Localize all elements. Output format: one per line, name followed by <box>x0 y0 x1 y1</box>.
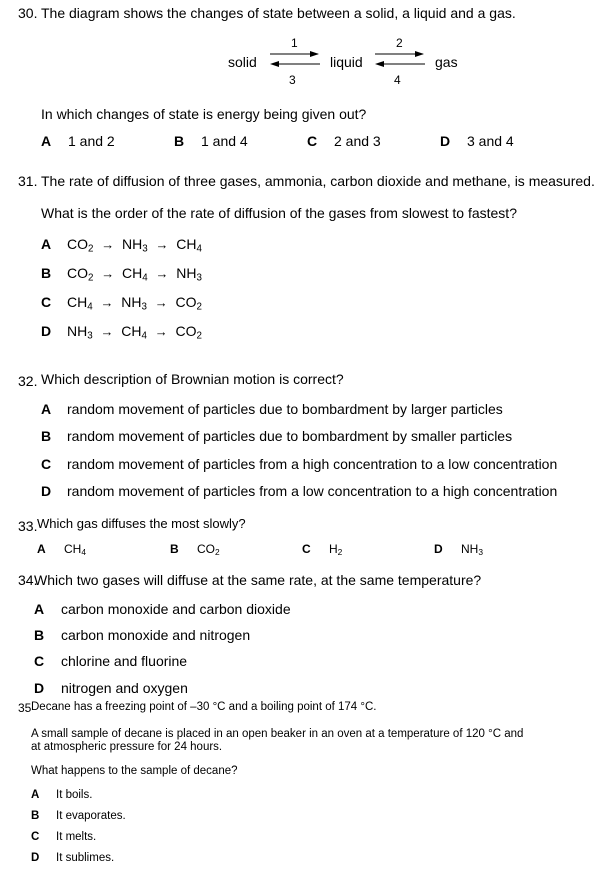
right-arrow-icon: → <box>154 324 168 339</box>
label-2: 2 <box>396 36 403 50</box>
option-text: 3 and 4 <box>467 133 514 149</box>
option-formula: $NH_3$ <box>461 542 484 558</box>
option-text: 1 and 2 <box>68 133 115 149</box>
question-text: Which description of Brownian motion is correct? <box>41 371 344 387</box>
question-text: What happens to the sample of decane? <box>31 765 238 777</box>
option-text: nitrogen and oxygen <box>61 680 188 696</box>
right-arrow-icon: → <box>100 295 114 310</box>
question-paragraph-line: at atmospheric pressure for 24 hours. <box>31 741 223 753</box>
option-text: random movement of particles due to bombardment by larger particles <box>67 401 503 417</box>
option-row <box>41 323 202 342</box>
question-stem: The diagram shows the changes of state between a solid, a liquid and a gas. <box>41 5 516 21</box>
question-text: Which two gases will diffuse at the same rate, at the same temperature? <box>34 572 482 588</box>
right-arrow-icon: → <box>101 237 115 252</box>
option-letter: D <box>440 133 451 149</box>
equilibrium-arrows-2-4 <box>373 50 428 70</box>
question-stem: The rate of diffusion of three gases, ammonia, carbon dioxide and methane, is measured. <box>41 173 595 189</box>
option-letter: D <box>31 852 40 864</box>
option-letter: D <box>34 680 45 696</box>
right-arrow-icon: → <box>154 295 168 310</box>
option-letter: A <box>31 789 40 801</box>
option-text: carbon monoxide and carbon dioxide <box>61 601 291 617</box>
option-letter: A <box>41 236 52 252</box>
option-letter: C <box>41 294 52 310</box>
option-text: It sublimes. <box>56 852 115 864</box>
option-letter: B <box>41 265 52 281</box>
right-arrow-icon: → <box>155 237 169 252</box>
option-letter: B <box>31 810 40 822</box>
question-number: 35 <box>18 701 32 715</box>
option-letter: A <box>37 542 46 556</box>
option-letter: C <box>31 831 40 843</box>
option-letter: B <box>174 133 185 149</box>
right-arrow-icon: → <box>100 324 114 339</box>
option-text: carbon monoxide and nitrogen <box>61 627 251 643</box>
option-letter: A <box>41 401 52 417</box>
formula-sequence: $CH_4 \to NH_3 \to CO_2$ <box>67 294 202 313</box>
question-text: What is the order of the rate of diffusion of the gases from slowest to fastest? <box>41 205 517 221</box>
option-text: It evaporates. <box>56 810 126 822</box>
option-formula: $CH_4$ <box>64 542 87 558</box>
option-text: random movement of particles from a high concentration to a low concentration <box>67 456 558 472</box>
option-letter: C <box>302 542 311 556</box>
question-text: Which gas diffuses the most slowly? <box>37 516 246 531</box>
label-1: 1 <box>291 36 298 50</box>
formula-sequence: $CO_2 \to CH_4 \to NH_3$ <box>67 265 202 284</box>
label-solid: solid <box>228 54 257 70</box>
option-letter: C <box>307 133 318 149</box>
option-text: random movement of particles from a low concentration to a high concentration <box>67 483 558 499</box>
option-row <box>41 294 202 313</box>
option-row <box>41 236 202 255</box>
option-text: 1 and 4 <box>201 133 248 149</box>
option-letter: B <box>41 428 52 444</box>
formula-sequence: $NH_3 \to CH_4 \to CO_2$ <box>67 323 202 342</box>
option-letter: B <box>34 627 45 643</box>
label-4: 4 <box>394 73 401 87</box>
question-number: 34. <box>18 572 38 588</box>
question-number: 33. <box>18 518 38 534</box>
option-row <box>41 265 202 284</box>
option-text: It melts. <box>56 831 97 843</box>
equilibrium-arrows-1-3 <box>268 50 323 70</box>
option-text: 2 and 3 <box>334 133 381 149</box>
label-liquid: liquid <box>330 54 363 70</box>
label-gas: gas <box>435 54 458 70</box>
option-text: random movement of particles due to bombardment by smaller particles <box>67 428 513 444</box>
question-stem: Decane has a freezing point of –30 °C and a boiling point of 174 °C. <box>31 701 377 713</box>
option-letter: D <box>434 542 443 556</box>
option-text: It boils. <box>56 789 93 801</box>
option-letter: A <box>34 601 45 617</box>
question-number: 30. <box>18 5 38 21</box>
question-number: 32. <box>18 373 38 389</box>
label-3: 3 <box>289 73 296 87</box>
question-text: In which changes of state is energy being given out? <box>41 106 367 122</box>
option-letter: D <box>41 483 52 499</box>
option-letter: C <box>34 653 45 669</box>
option-letter: C <box>41 456 52 472</box>
option-letter: A <box>41 133 52 149</box>
option-text: chlorine and fluorine <box>61 653 188 669</box>
right-arrow-icon: → <box>155 266 169 281</box>
question-number: 31. <box>18 173 38 189</box>
option-formula: $CO_2$ <box>197 542 220 558</box>
option-formula: $H_2$ <box>329 542 343 558</box>
option-letter: B <box>170 542 179 556</box>
right-arrow-icon: → <box>101 266 115 281</box>
formula-sequence: $CO_2 \to NH_3 \to CH_4$ <box>67 236 202 255</box>
question-paragraph-line: A small sample of decane is placed in an open beaker in an oven at a temperature of 120 °C and <box>31 728 524 740</box>
option-letter: D <box>41 323 52 339</box>
